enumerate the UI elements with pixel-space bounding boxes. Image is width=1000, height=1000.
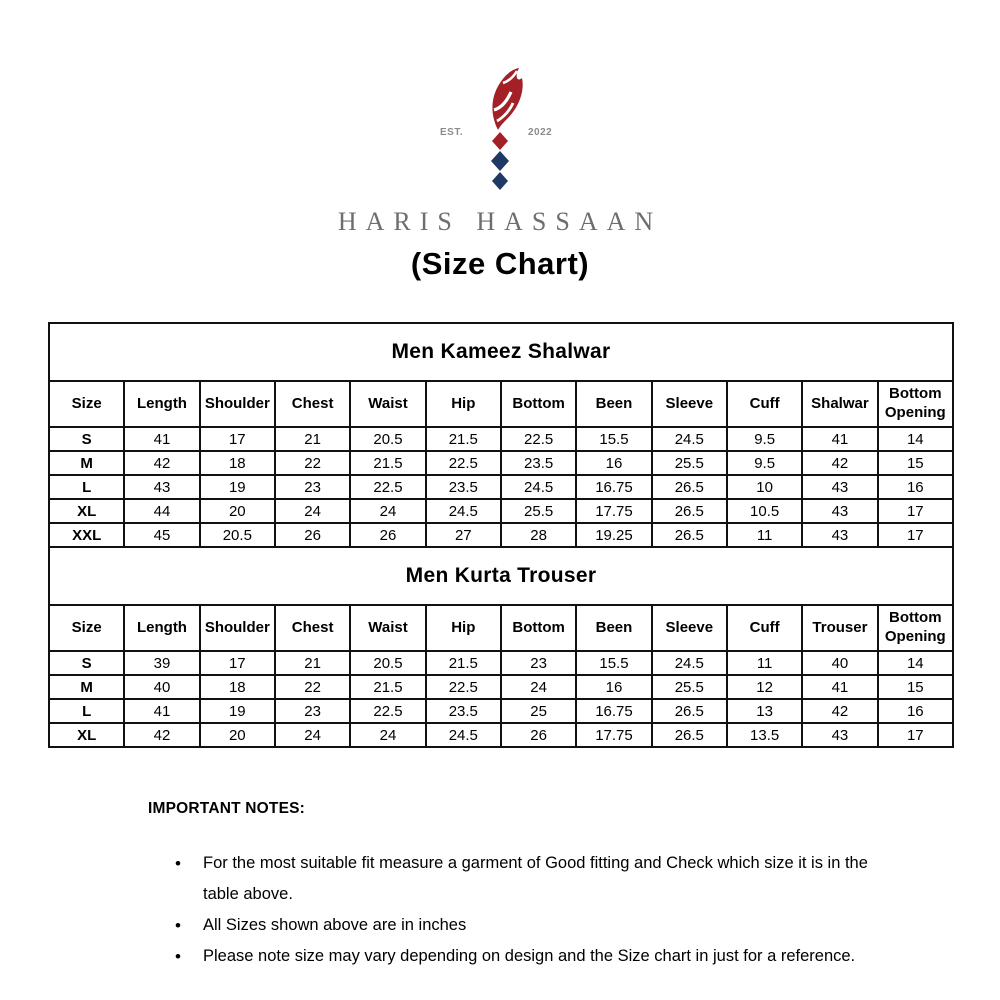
measurement-cell: 13.5	[727, 723, 802, 747]
table-row	[49, 499, 953, 523]
measurement-cell: 23	[275, 699, 350, 723]
measurement-cell: 26.5	[652, 523, 727, 547]
important-notes-section	[148, 800, 880, 972]
measurement-cell: 14	[878, 427, 953, 451]
measurement-cell: 23	[501, 651, 576, 675]
navy-diamond-icon	[492, 172, 508, 190]
measurement-cell: 40	[124, 675, 199, 699]
measurement-cell: 39	[124, 651, 199, 675]
measurement-cell: 18	[200, 675, 275, 699]
measurement-cell: 23	[275, 475, 350, 499]
table-title: Men Kurta Trouser	[49, 547, 953, 605]
measurement-cell: 41	[124, 427, 199, 451]
navy-diamond-icon	[491, 151, 509, 171]
logo-year-label: 2022	[528, 127, 553, 138]
size-label-cell: L	[49, 699, 124, 723]
size-tables-container	[48, 322, 954, 748]
size-label-cell: S	[49, 427, 124, 451]
measurement-cell: 41	[124, 699, 199, 723]
measurement-cell: 17	[200, 651, 275, 675]
table-row	[49, 475, 953, 499]
notes-list	[148, 848, 880, 972]
column-header: Cuff	[727, 381, 802, 427]
measurement-cell: 11	[727, 523, 802, 547]
measurement-cell: 22.5	[426, 451, 501, 475]
measurement-cell: 22.5	[426, 675, 501, 699]
flame-and-diamonds-icon	[410, 68, 590, 192]
measurement-cell: 17	[878, 523, 953, 547]
measurement-cell: 21.5	[426, 427, 501, 451]
notes-heading: IMPORTANT NOTES:	[148, 800, 306, 817]
measurement-cell: 15.5	[576, 651, 651, 675]
measurement-cell: 10	[727, 475, 802, 499]
measurement-cell: 23.5	[426, 699, 501, 723]
measurement-cell: 23.5	[426, 475, 501, 499]
column-header: Shoulder	[200, 605, 275, 651]
column-header: Hip	[426, 605, 501, 651]
measurement-cell: 9.5	[727, 427, 802, 451]
table-row	[49, 451, 953, 475]
measurement-cell: 24.5	[652, 651, 727, 675]
measurement-cell: 24	[275, 499, 350, 523]
measurement-cell: 16	[576, 675, 651, 699]
size-table	[48, 322, 954, 748]
column-header: Length	[124, 381, 199, 427]
size-label-cell: M	[49, 675, 124, 699]
measurement-cell: 15.5	[576, 427, 651, 451]
size-label-cell: XL	[49, 723, 124, 747]
measurement-cell: 25.5	[652, 451, 727, 475]
column-header: Sleeve	[652, 605, 727, 651]
measurement-cell: 17	[878, 723, 953, 747]
measurement-cell: 20	[200, 499, 275, 523]
measurement-cell: 21.5	[350, 451, 425, 475]
measurement-cell: 21.5	[350, 675, 425, 699]
measurement-cell: 17.75	[576, 499, 651, 523]
measurement-cell: 40	[802, 651, 877, 675]
measurement-cell: 42	[124, 451, 199, 475]
measurement-cell: 25	[501, 699, 576, 723]
measurement-cell: 13	[727, 699, 802, 723]
measurement-cell: 9.5	[727, 451, 802, 475]
measurement-cell: 16.75	[576, 475, 651, 499]
measurement-cell: 43	[802, 499, 877, 523]
column-header: Chest	[275, 381, 350, 427]
measurement-cell: 41	[802, 427, 877, 451]
size-label-cell: M	[49, 451, 124, 475]
measurement-cell: 24.5	[652, 427, 727, 451]
measurement-cell: 43	[802, 475, 877, 499]
measurement-cell: 17.75	[576, 723, 651, 747]
column-header: Size	[49, 381, 124, 427]
measurement-cell: 18	[200, 451, 275, 475]
measurement-cell: 26.5	[652, 723, 727, 747]
column-header: Size	[49, 605, 124, 651]
measurement-cell: 25.5	[501, 499, 576, 523]
measurement-cell: 26.5	[652, 499, 727, 523]
table-title-row	[49, 323, 953, 381]
measurement-cell: 16	[878, 475, 953, 499]
measurement-cell: 28	[501, 523, 576, 547]
measurement-cell: 20.5	[200, 523, 275, 547]
measurement-cell: 22	[275, 675, 350, 699]
measurement-cell: 41	[802, 675, 877, 699]
table-title-row	[49, 547, 953, 605]
measurement-cell: 15	[878, 451, 953, 475]
measurement-cell: 26.5	[652, 475, 727, 499]
measurement-cell: 43	[124, 475, 199, 499]
measurement-cell: 21	[275, 651, 350, 675]
measurement-cell: 20	[200, 723, 275, 747]
table-row	[49, 427, 953, 451]
column-header: Length	[124, 605, 199, 651]
table-row	[49, 675, 953, 699]
measurement-cell: 24	[501, 675, 576, 699]
measurement-cell: 16	[878, 699, 953, 723]
brand-name: HARIS HASSAAN	[337, 207, 663, 236]
page-title: (Size Chart)	[410, 246, 590, 281]
column-header: Been	[576, 381, 651, 427]
measurement-cell: 27	[426, 523, 501, 547]
column-header: Sleeve	[652, 381, 727, 427]
measurement-cell: 24.5	[501, 475, 576, 499]
measurement-cell: 17	[878, 499, 953, 523]
measurement-cell: 26	[275, 523, 350, 547]
column-header: Bottom Opening	[878, 381, 953, 427]
table-row	[49, 523, 953, 547]
measurement-cell: 17	[200, 427, 275, 451]
column-header: Shoulder	[200, 381, 275, 427]
measurement-cell: 22	[275, 451, 350, 475]
column-header: Bottom	[501, 605, 576, 651]
measurement-cell: 11	[727, 651, 802, 675]
column-header: Waist	[350, 381, 425, 427]
note-item: • For the most suitable fit measure a garment of Good fitting and Check which size it is in the table above.	[148, 848, 880, 910]
column-header: Trouser	[802, 605, 877, 651]
measurement-cell: 12	[727, 675, 802, 699]
size-label-cell: L	[49, 475, 124, 499]
measurement-cell: 21.5	[426, 651, 501, 675]
measurement-cell: 42	[802, 699, 877, 723]
measurement-cell: 19.25	[576, 523, 651, 547]
column-header: Shalwar	[802, 381, 877, 427]
table-title: Men Kameez Shalwar	[49, 323, 953, 381]
measurement-cell: 26	[350, 523, 425, 547]
measurement-cell: 20.5	[350, 651, 425, 675]
measurement-cell: 22.5	[501, 427, 576, 451]
table-header-row	[49, 605, 953, 651]
table-row	[49, 699, 953, 723]
table-header-row	[49, 381, 953, 427]
column-header: Hip	[426, 381, 501, 427]
column-header: Bottom	[501, 381, 576, 427]
size-label-cell: XL	[49, 499, 124, 523]
measurement-cell: 15	[878, 675, 953, 699]
size-label-cell: S	[49, 651, 124, 675]
measurement-cell: 10.5	[727, 499, 802, 523]
measurement-cell: 25.5	[652, 675, 727, 699]
measurement-cell: 42	[802, 451, 877, 475]
measurement-cell: 21	[275, 427, 350, 451]
measurement-cell: 24.5	[426, 723, 501, 747]
red-diamond-icon	[492, 132, 508, 150]
measurement-cell: 19	[200, 475, 275, 499]
measurement-cell: 26.5	[652, 699, 727, 723]
table-row	[49, 723, 953, 747]
measurement-cell: 43	[802, 523, 877, 547]
measurement-cell: 24	[350, 723, 425, 747]
column-header: Chest	[275, 605, 350, 651]
measurement-cell: 23.5	[501, 451, 576, 475]
measurement-cell: 22.5	[350, 475, 425, 499]
measurement-cell: 24	[350, 499, 425, 523]
column-header: Cuff	[727, 605, 802, 651]
measurement-cell: 42	[124, 723, 199, 747]
measurement-cell: 44	[124, 499, 199, 523]
measurement-cell: 26	[501, 723, 576, 747]
table-row	[49, 651, 953, 675]
brand-logo	[0, 68, 1000, 237]
column-header: Bottom Opening	[878, 605, 953, 651]
measurement-cell: 16	[576, 451, 651, 475]
note-item: • All Sizes shown above are in inches	[148, 910, 880, 941]
measurement-cell: 24.5	[426, 499, 501, 523]
measurement-cell: 14	[878, 651, 953, 675]
column-header: Waist	[350, 605, 425, 651]
measurement-cell: 19	[200, 699, 275, 723]
size-label-cell: XXL	[49, 523, 124, 547]
measurement-cell: 22.5	[350, 699, 425, 723]
column-header: Been	[576, 605, 651, 651]
note-item: • Please note size may vary depending on design and the Size chart in just for a reference.	[148, 941, 880, 972]
logo-est-label: EST.	[440, 127, 464, 138]
measurement-cell: 20.5	[350, 427, 425, 451]
measurement-cell: 45	[124, 523, 199, 547]
measurement-cell: 24	[275, 723, 350, 747]
measurement-cell: 16.75	[576, 699, 651, 723]
measurement-cell: 43	[802, 723, 877, 747]
